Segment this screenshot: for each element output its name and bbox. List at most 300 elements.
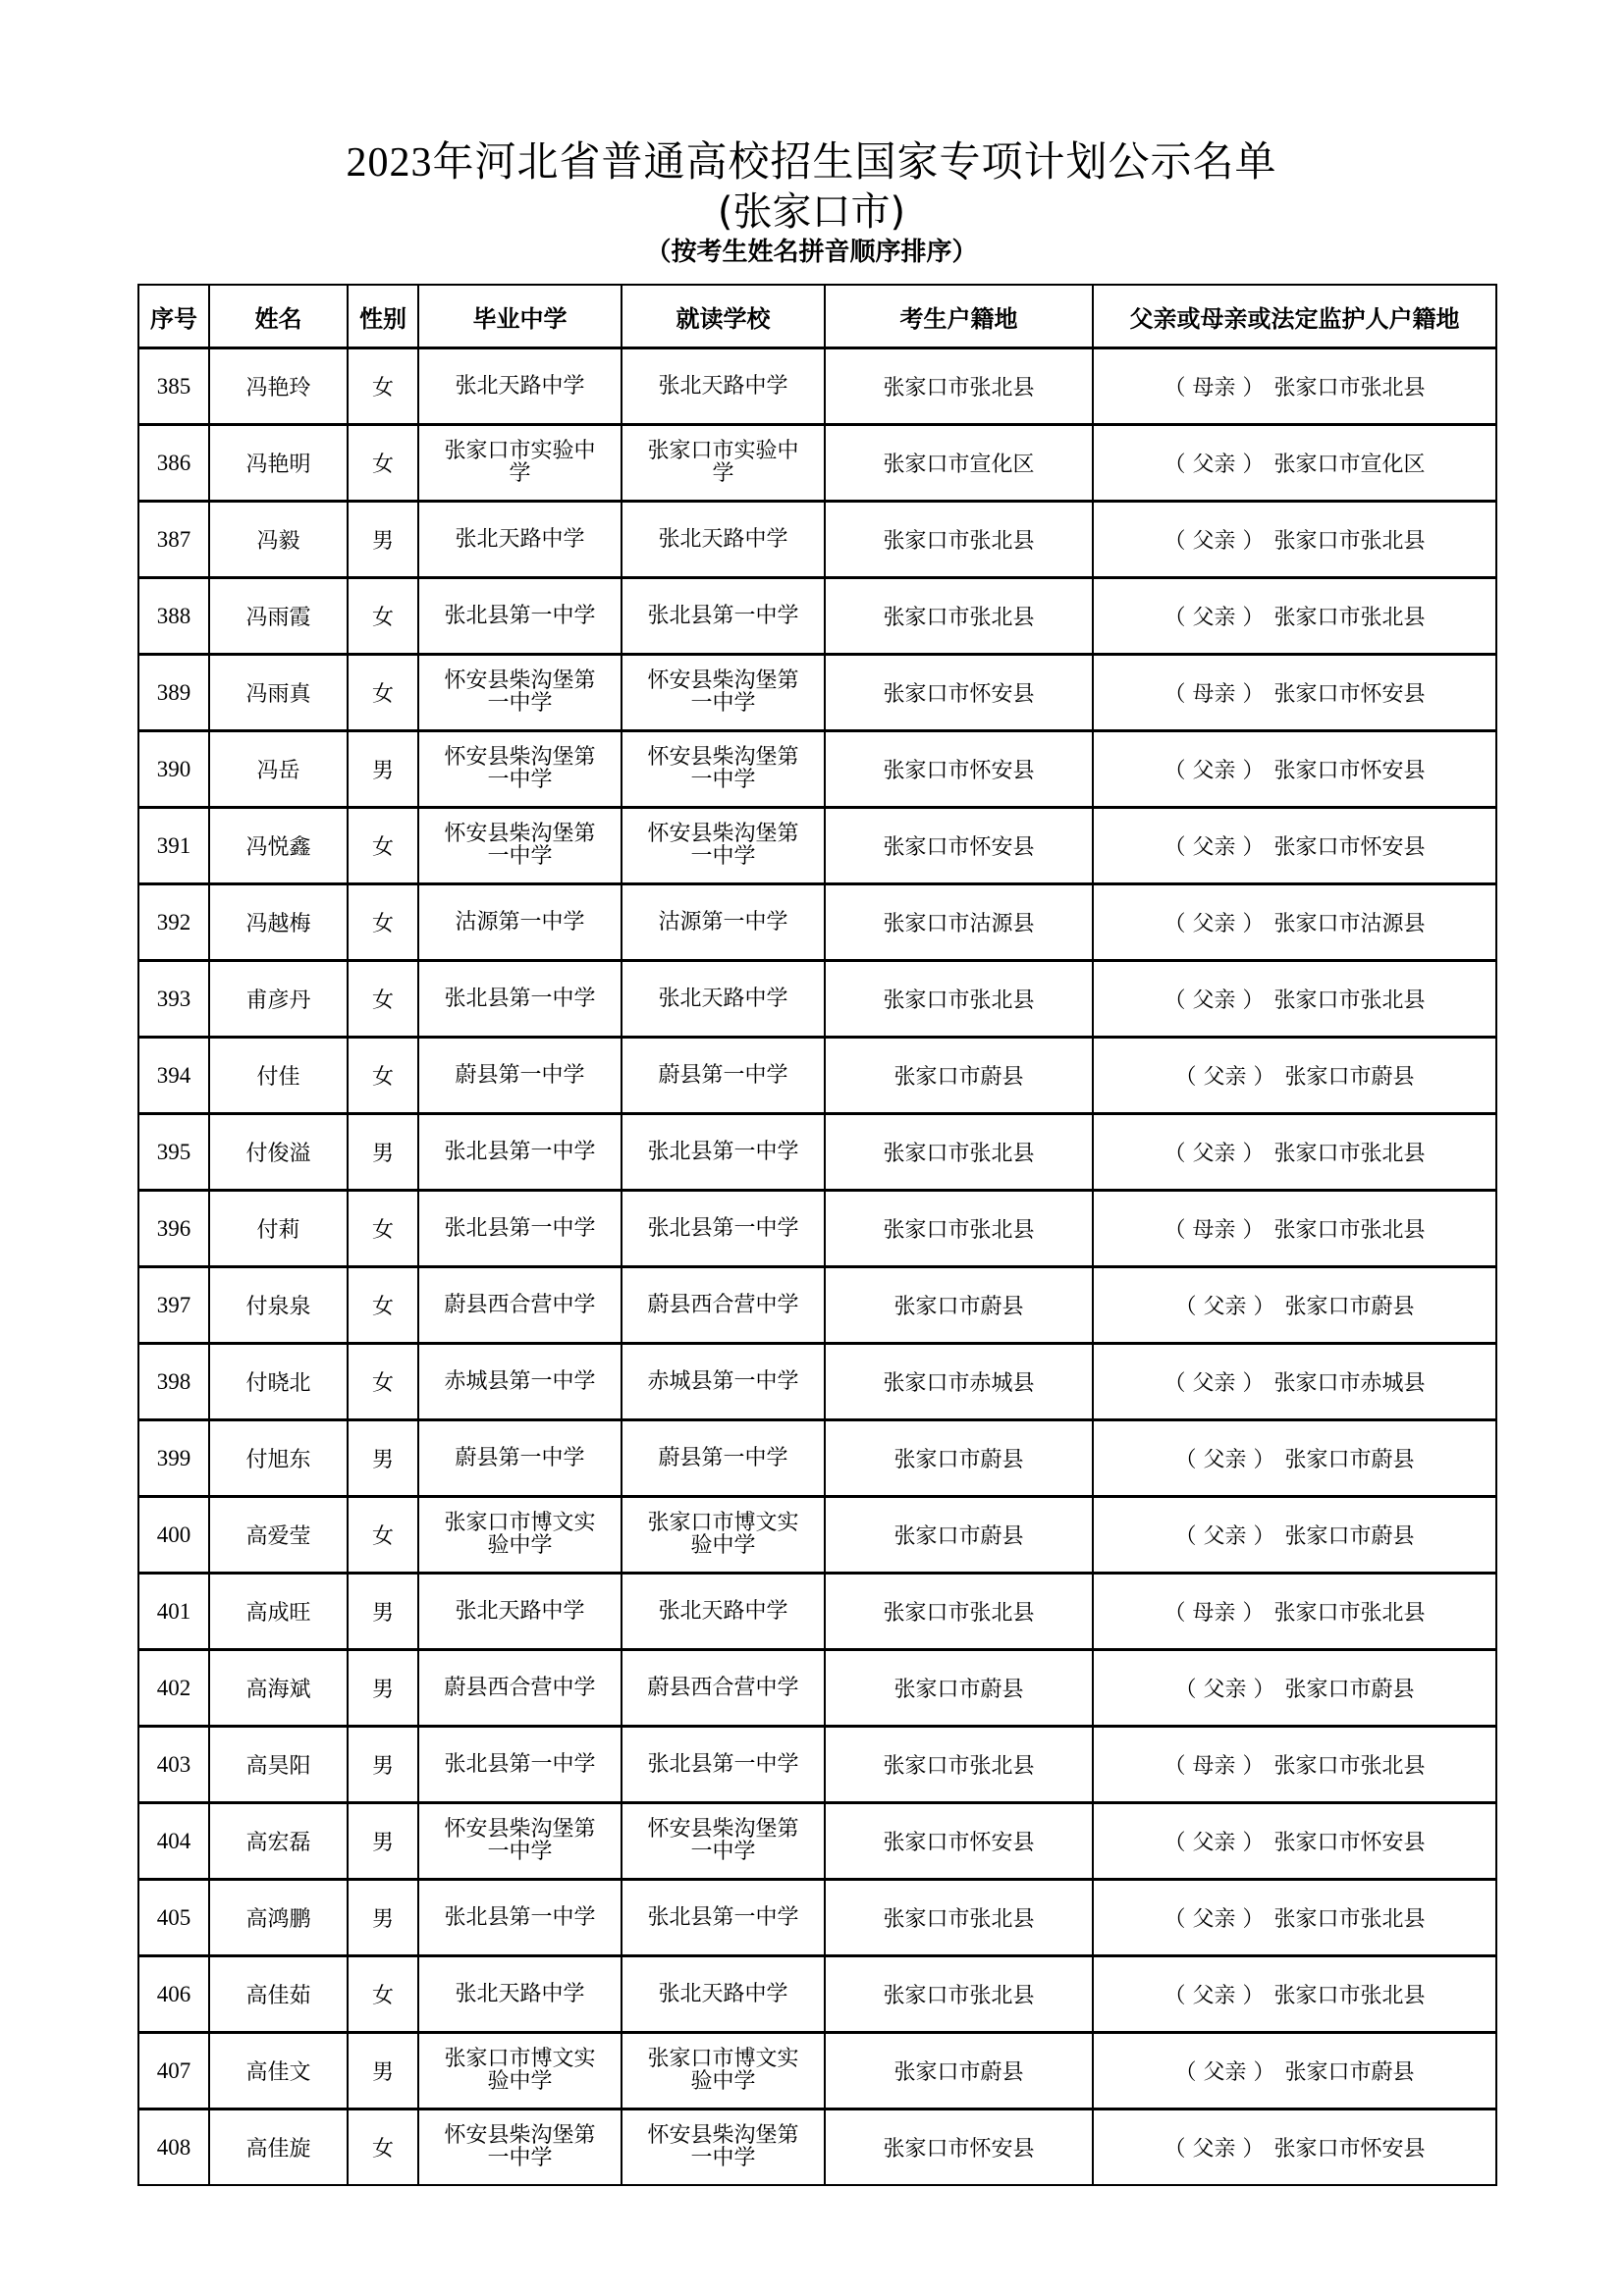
parent-household: 张家口市蔚县 — [1284, 2060, 1415, 2085]
cell-name — [209, 961, 348, 1038]
cell-sex-text: 女 — [371, 835, 394, 860]
cell-sex — [348, 1267, 418, 1344]
cell-parent-household — [1093, 1344, 1496, 1420]
cell-name — [209, 1038, 348, 1114]
cell-name-text: 冯艳玲 — [245, 376, 311, 400]
cell-student-household-text: 张家口市蔚县 — [893, 1678, 1024, 1702]
cell-sex — [348, 884, 418, 961]
parent-household: 张家口市蔚县 — [1284, 1065, 1415, 1090]
cell-graduated-school-text: 蔚县第一中学 — [455, 1063, 585, 1088]
cell-no-text: 399 — [156, 1445, 191, 1470]
cell-student-household — [825, 425, 1093, 502]
cell-graduated-school-text: 张北县第一中学 — [444, 604, 596, 628]
cell-no-text: 386 — [156, 450, 191, 475]
cell-student-household-text: 张家口市张北县 — [883, 1601, 1035, 1626]
cell-current-school — [622, 502, 825, 578]
cell-name — [209, 808, 348, 884]
parent-relation: （ 父亲 ） — [1174, 1524, 1275, 1549]
table-row — [138, 1344, 1496, 1420]
cell-no-text: 405 — [156, 1904, 191, 1930]
cell-student-household — [825, 1038, 1093, 1114]
parent-relation: （ 母亲 ） — [1163, 1601, 1265, 1626]
cell-current-school-text: 张家口市实验中学 — [647, 438, 799, 487]
cell-sex-text: 女 — [371, 2137, 394, 2162]
cell-parent-household — [1093, 1038, 1496, 1114]
cell-graduated-school-text: 张北县第一中学 — [444, 1905, 596, 1930]
cell-parent-household — [1093, 1114, 1496, 1191]
cell-no — [138, 1267, 209, 1344]
cell-parent-household — [1093, 425, 1496, 502]
cell-no — [138, 1114, 209, 1191]
cell-current-school — [622, 808, 825, 884]
cell-student-household — [825, 1727, 1093, 1803]
cell-graduated-school — [418, 502, 622, 578]
cell-current-school — [622, 1803, 825, 1880]
cell-parent-household — [1093, 1191, 1496, 1267]
cell-parent-household — [1093, 1267, 1496, 1344]
parent-household: 张家口市怀安县 — [1273, 759, 1426, 783]
parent-household: 张家口市张北县 — [1273, 1142, 1426, 1166]
cell-student-household — [825, 2109, 1093, 2186]
cell-current-school — [622, 1267, 825, 1344]
cell-current-school-text: 怀安县柴沟堡第一中学 — [647, 2122, 799, 2171]
cell-graduated-school-text: 怀安县柴沟堡第一中学 — [444, 2122, 596, 2171]
parent-household: 张家口市宣化区 — [1273, 453, 1426, 477]
cell-no — [138, 1191, 209, 1267]
cell-no-text: 397 — [156, 1292, 191, 1317]
table-row — [138, 884, 1496, 961]
cell-graduated-school-text: 怀安县柴沟堡第一中学 — [444, 821, 596, 870]
cell-graduated-school-text: 张北县第一中学 — [444, 1140, 596, 1164]
cell-name — [209, 1191, 348, 1267]
cell-name-text: 冯岳 — [256, 759, 300, 783]
cell-parent-household — [1093, 655, 1496, 731]
cell-current-school-text: 怀安县柴沟堡第一中学 — [647, 744, 799, 793]
cell-current-school — [622, 578, 825, 655]
header-sex: 性别 — [348, 285, 418, 348]
cell-sex — [348, 1880, 418, 1956]
cell-no — [138, 502, 209, 578]
cell-name-text: 高成旺 — [245, 1601, 311, 1626]
cell-current-school-text: 怀安县柴沟堡第一中学 — [647, 667, 799, 717]
cell-current-school — [622, 1574, 825, 1650]
cell-student-household-text: 张家口市赤城县 — [883, 1371, 1035, 1396]
cell-name — [209, 655, 348, 731]
cell-current-school — [622, 1344, 825, 1420]
cell-graduated-school — [418, 808, 622, 884]
cell-no — [138, 1880, 209, 1956]
cell-sex — [348, 731, 418, 808]
cell-current-school — [622, 1727, 825, 1803]
cell-student-household-text: 张家口市怀安县 — [883, 682, 1035, 707]
cell-student-household-text: 张家口市蔚县 — [893, 1448, 1024, 1472]
cell-name-text: 高昊阳 — [245, 1754, 311, 1779]
cell-graduated-school-text: 张北县第一中学 — [444, 1752, 596, 1777]
cell-sex-text: 女 — [371, 1371, 394, 1396]
cell-student-household-text: 张家口市张北县 — [883, 988, 1035, 1013]
cell-parent-household — [1093, 1420, 1496, 1497]
cell-no — [138, 578, 209, 655]
cell-graduated-school — [418, 1497, 622, 1574]
cell-name-text: 付晓北 — [245, 1371, 311, 1396]
cell-name-text: 高佳茹 — [245, 1984, 311, 2008]
cell-student-household — [825, 1574, 1093, 1650]
cell-name — [209, 1497, 348, 1574]
cell-sex — [348, 2033, 418, 2109]
cell-no-text: 393 — [156, 986, 191, 1011]
cell-name-text: 付莉 — [256, 1218, 300, 1243]
cell-current-school-text: 蔚县第一中学 — [658, 1063, 788, 1088]
cell-name-text: 冯越梅 — [245, 912, 311, 936]
cell-no-text: 400 — [156, 1522, 191, 1547]
cell-sex — [348, 1191, 418, 1267]
cell-current-school — [622, 655, 825, 731]
cell-current-school — [622, 1650, 825, 1727]
parent-household: 张家口市张北县 — [1273, 1907, 1426, 1932]
cell-no-text: 407 — [156, 2057, 191, 2083]
cell-current-school-text: 怀安县柴沟堡第一中学 — [647, 1816, 799, 1865]
parent-relation: （ 父亲 ） — [1163, 529, 1265, 554]
cell-sex — [348, 1114, 418, 1191]
cell-student-household-text: 张家口市沽源县 — [883, 912, 1035, 936]
parent-household: 张家口市蔚县 — [1284, 1295, 1415, 1319]
cell-sex — [348, 425, 418, 502]
cell-no-text: 388 — [156, 603, 191, 628]
cell-student-household-text: 张家口市怀安县 — [883, 2137, 1035, 2162]
cell-student-household — [825, 1344, 1093, 1420]
cell-student-household — [825, 502, 1093, 578]
cell-no-text: 387 — [156, 526, 191, 552]
parent-household: 张家口市怀安县 — [1273, 835, 1426, 860]
table-row — [138, 1650, 1496, 1727]
cell-student-household-text: 张家口市蔚县 — [893, 2060, 1024, 2085]
cell-name-text: 付佳 — [256, 1065, 300, 1090]
parent-household: 张家口市张北县 — [1273, 376, 1426, 400]
header-parent-household: 父亲或母亲或法定监护人户籍地 — [1093, 285, 1496, 348]
parent-household: 张家口市赤城县 — [1273, 1371, 1426, 1396]
cell-graduated-school-text: 蔚县第一中学 — [455, 1446, 585, 1470]
parent-household: 张家口市怀安县 — [1273, 682, 1426, 707]
table-row — [138, 1420, 1496, 1497]
cell-no — [138, 1803, 209, 1880]
cell-graduated-school — [418, 884, 622, 961]
cell-graduated-school — [418, 655, 622, 731]
cell-name-text: 高宏磊 — [245, 1831, 311, 1855]
cell-no-text: 391 — [156, 832, 191, 858]
cell-sex — [348, 1038, 418, 1114]
cell-no — [138, 808, 209, 884]
cell-current-school-text: 张北县第一中学 — [647, 1905, 799, 1930]
table-row — [138, 1956, 1496, 2033]
cell-sex — [348, 348, 418, 425]
cell-current-school-text: 赤城县第一中学 — [647, 1369, 799, 1394]
table-row — [138, 2109, 1496, 2186]
cell-no — [138, 1727, 209, 1803]
cell-current-school-text: 怀安县柴沟堡第一中学 — [647, 821, 799, 870]
table-row — [138, 731, 1496, 808]
cell-student-household-text: 张家口市蔚县 — [893, 1295, 1024, 1319]
parent-relation: （ 父亲 ） — [1163, 1984, 1265, 2008]
cell-name — [209, 1344, 348, 1420]
cell-sex — [348, 1650, 418, 1727]
parent-household: 张家口市张北县 — [1273, 988, 1426, 1013]
parent-relation: （ 父亲 ） — [1163, 1371, 1265, 1396]
table-row — [138, 578, 1496, 655]
parent-relation: （ 父亲 ） — [1174, 1448, 1275, 1472]
cell-graduated-school-text: 怀安县柴沟堡第一中学 — [444, 1816, 596, 1865]
table-row — [138, 2033, 1496, 2109]
cell-sex-text: 男 — [371, 1754, 394, 1779]
cell-sex-text: 女 — [371, 1295, 394, 1319]
cell-sex-text: 男 — [371, 1601, 394, 1626]
parent-relation: （ 父亲 ） — [1174, 1678, 1275, 1702]
cell-sex-text: 女 — [371, 1984, 394, 2008]
cell-sex-text: 男 — [371, 1448, 394, 1472]
cell-no — [138, 731, 209, 808]
table-row — [138, 1497, 1496, 1574]
cell-no — [138, 961, 209, 1038]
cell-student-household — [825, 1420, 1093, 1497]
parent-relation: （ 母亲 ） — [1163, 376, 1265, 400]
cell-graduated-school-text: 沽源第一中学 — [455, 910, 585, 934]
header-student-household: 考生户籍地 — [825, 285, 1093, 348]
cell-sex — [348, 1420, 418, 1497]
parent-household: 张家口市怀安县 — [1273, 1831, 1426, 1855]
cell-no — [138, 1650, 209, 1727]
cell-name-text: 付俊溢 — [245, 1142, 311, 1166]
cell-parent-household — [1093, 1727, 1496, 1803]
cell-name-text: 冯艳明 — [245, 453, 311, 477]
cell-graduated-school — [418, 1114, 622, 1191]
parent-household: 张家口市张北县 — [1273, 1984, 1426, 2008]
cell-current-school-text: 张北县第一中学 — [647, 1216, 799, 1241]
cell-no — [138, 348, 209, 425]
parent-relation: （ 父亲 ） — [1174, 1295, 1275, 1319]
cell-name-text: 付旭东 — [245, 1448, 311, 1472]
page-title: 2023年河北省普通高校招生国家专项计划公示名单 — [346, 140, 1277, 186]
cell-current-school — [622, 1956, 825, 2033]
cell-current-school — [622, 348, 825, 425]
table-row — [138, 961, 1496, 1038]
cell-graduated-school — [418, 348, 622, 425]
cell-parent-household — [1093, 2033, 1496, 2109]
cell-parent-household — [1093, 961, 1496, 1038]
cell-current-school-text: 张北县第一中学 — [647, 1752, 799, 1777]
cell-no-text: 406 — [156, 1981, 191, 2006]
cell-current-school-text: 张北天路中学 — [658, 374, 788, 399]
cell-parent-household — [1093, 808, 1496, 884]
cell-no-text: 404 — [156, 1828, 191, 1853]
cell-name-text: 高鸿鹏 — [245, 1907, 311, 1932]
cell-parent-household — [1093, 2109, 1496, 2186]
cell-parent-household — [1093, 502, 1496, 578]
cell-current-school — [622, 2033, 825, 2109]
cell-parent-household — [1093, 1803, 1496, 1880]
cell-no-text: 395 — [156, 1139, 191, 1164]
cell-name-text: 冯雨真 — [245, 682, 311, 707]
header-name: 姓名 — [209, 285, 348, 348]
cell-student-household — [825, 348, 1093, 425]
header-no: 序号 — [138, 285, 209, 348]
cell-graduated-school — [418, 961, 622, 1038]
cell-graduated-school — [418, 1267, 622, 1344]
cell-no — [138, 1574, 209, 1650]
cell-name — [209, 1956, 348, 2033]
sort-note: （按考生姓名拼音顺序排序） — [645, 238, 978, 267]
cell-graduated-school — [418, 1038, 622, 1114]
table-row — [138, 655, 1496, 731]
cell-student-household — [825, 1497, 1093, 1574]
cell-graduated-school-text: 赤城县第一中学 — [444, 1369, 596, 1394]
cell-name — [209, 502, 348, 578]
cell-no-text: 403 — [156, 1751, 191, 1777]
cell-student-household — [825, 808, 1093, 884]
cell-current-school — [622, 884, 825, 961]
cell-sex-text: 女 — [371, 682, 394, 707]
cell-no-text: 394 — [156, 1062, 191, 1088]
cell-graduated-school — [418, 2109, 622, 2186]
table-row — [138, 502, 1496, 578]
table-header-row — [138, 285, 1496, 348]
cell-graduated-school — [418, 1191, 622, 1267]
cell-sex-text: 女 — [371, 1524, 394, 1549]
cell-name — [209, 578, 348, 655]
cell-student-household-text: 张家口市怀安县 — [883, 1831, 1035, 1855]
cell-current-school — [622, 1497, 825, 1574]
cell-student-household-text: 张家口市张北县 — [883, 1218, 1035, 1243]
cell-graduated-school — [418, 2033, 622, 2109]
cell-sex-text: 女 — [371, 376, 394, 400]
table-row — [138, 1880, 1496, 1956]
cell-graduated-school-text: 蔚县西合营中学 — [444, 1293, 596, 1317]
table-row — [138, 1727, 1496, 1803]
parent-relation: （ 母亲 ） — [1163, 1218, 1265, 1243]
page-subtitle: (张家口市) — [717, 189, 906, 235]
cell-no-text: 401 — [156, 1598, 191, 1624]
cell-graduated-school-text: 张北县第一中学 — [444, 1216, 596, 1241]
cell-graduated-school — [418, 1574, 622, 1650]
cell-graduated-school — [418, 1956, 622, 2033]
parent-household: 张家口市蔚县 — [1284, 1448, 1415, 1472]
cell-sex-text: 男 — [371, 2060, 394, 2085]
parent-relation: （ 母亲 ） — [1163, 1754, 1265, 1779]
table-row — [138, 1803, 1496, 1880]
cell-graduated-school — [418, 731, 622, 808]
cell-name — [209, 1650, 348, 1727]
cell-student-household-text: 张家口市张北县 — [883, 606, 1035, 630]
cell-student-household-text: 张家口市张北县 — [883, 376, 1035, 400]
cell-student-household-text: 张家口市张北县 — [883, 1142, 1035, 1166]
cell-no — [138, 1956, 209, 2033]
parent-relation: （ 父亲 ） — [1163, 912, 1265, 936]
cell-student-household — [825, 1956, 1093, 2033]
cell-graduated-school-text: 张北县第一中学 — [444, 987, 596, 1011]
parent-household: 张家口市怀安县 — [1273, 2137, 1426, 2162]
cell-current-school — [622, 1114, 825, 1191]
cell-student-household — [825, 884, 1093, 961]
parent-relation: （ 父亲 ） — [1174, 2060, 1275, 2085]
cell-student-household — [825, 578, 1093, 655]
cell-sex-text: 女 — [371, 453, 394, 477]
parent-household: 张家口市张北县 — [1273, 1218, 1426, 1243]
cell-sex-text: 女 — [371, 988, 394, 1013]
cell-current-school-text: 蔚县西合营中学 — [647, 1676, 799, 1700]
cell-current-school — [622, 1420, 825, 1497]
cell-name-text: 高海斌 — [245, 1678, 311, 1702]
cell-name — [209, 2033, 348, 2109]
cell-no-text: 402 — [156, 1675, 191, 1700]
cell-graduated-school-text: 张家口市博文实验中学 — [444, 2046, 596, 2095]
cell-current-school — [622, 961, 825, 1038]
cell-graduated-school-text: 张北天路中学 — [455, 1599, 585, 1624]
cell-student-household — [825, 1114, 1093, 1191]
cell-name — [209, 425, 348, 502]
cell-name — [209, 1727, 348, 1803]
cell-name-text: 付泉泉 — [245, 1295, 311, 1319]
cell-current-school — [622, 425, 825, 502]
parent-relation: （ 父亲 ） — [1163, 2137, 1265, 2162]
cell-graduated-school — [418, 1803, 622, 1880]
cell-current-school — [622, 1038, 825, 1114]
cell-name-text: 冯雨霞 — [245, 606, 311, 630]
cell-no — [138, 1038, 209, 1114]
cell-sex — [348, 655, 418, 731]
cell-sex — [348, 1574, 418, 1650]
cell-sex — [348, 1497, 418, 1574]
cell-no-text: 385 — [156, 373, 191, 399]
cell-student-household — [825, 655, 1093, 731]
cell-current-school-text: 沽源第一中学 — [658, 910, 788, 934]
cell-name — [209, 1267, 348, 1344]
cell-name-text: 高爱莹 — [245, 1524, 311, 1549]
cell-name-text: 甫彦丹 — [245, 988, 311, 1013]
table-row — [138, 1267, 1496, 1344]
cell-parent-household — [1093, 578, 1496, 655]
cell-student-household-text: 张家口市张北县 — [883, 1907, 1035, 1932]
cell-name — [209, 1114, 348, 1191]
cell-sex-text: 女 — [371, 1218, 394, 1243]
header-current-school: 就读学校 — [622, 285, 825, 348]
cell-student-household-text: 张家口市怀安县 — [883, 759, 1035, 783]
parent-relation: （ 父亲 ） — [1163, 1831, 1265, 1855]
cell-student-household — [825, 2033, 1093, 2109]
cell-parent-household — [1093, 1956, 1496, 2033]
table-row — [138, 1574, 1496, 1650]
table-row — [138, 1191, 1496, 1267]
cell-current-school — [622, 1191, 825, 1267]
cell-sex-text: 女 — [371, 606, 394, 630]
parent-household: 张家口市蔚县 — [1284, 1524, 1415, 1549]
cell-sex-text: 男 — [371, 1831, 394, 1855]
cell-graduated-school — [418, 1650, 622, 1727]
cell-name-text: 高佳文 — [245, 2060, 311, 2085]
parent-household: 张家口市张北县 — [1273, 1601, 1426, 1626]
cell-student-household — [825, 1267, 1093, 1344]
cell-no — [138, 2033, 209, 2109]
cell-student-household-text: 张家口市怀安县 — [883, 835, 1035, 860]
cell-no-text: 392 — [156, 909, 191, 934]
cell-sex — [348, 1956, 418, 2033]
cell-sex — [348, 1344, 418, 1420]
cell-no — [138, 425, 209, 502]
cell-student-household-text: 张家口市张北县 — [883, 1754, 1035, 1779]
cell-name — [209, 884, 348, 961]
cell-current-school-text: 蔚县第一中学 — [658, 1446, 788, 1470]
table-row — [138, 348, 1496, 425]
cell-sex — [348, 961, 418, 1038]
cell-current-school-text: 张北县第一中学 — [647, 1140, 799, 1164]
cell-current-school-text: 蔚县西合营中学 — [647, 1293, 799, 1317]
